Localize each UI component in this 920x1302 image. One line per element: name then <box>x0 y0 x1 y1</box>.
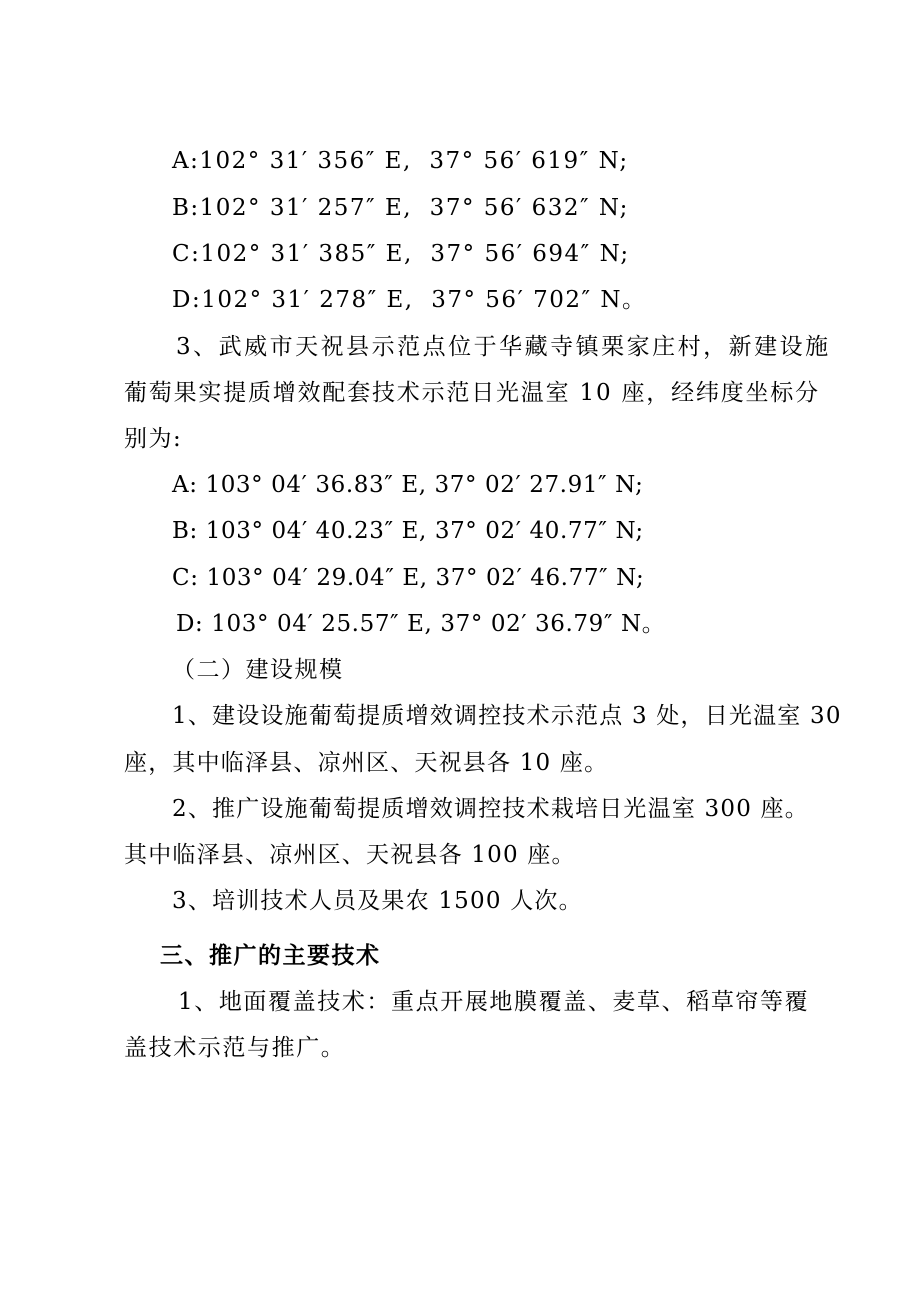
section3-heading: 三、推广的主要技术 <box>160 942 381 969</box>
coord2-line-a: A: 103° 04′ 36.83″ E, 37° 02′ 27.91″ N; <box>172 472 644 498</box>
scale-item2-line2: 其中临泽县、凉州区、天祝县各 100 座。 <box>124 842 576 868</box>
site3-paragraph-line1: 3、武威市天祝县示范点位于华藏寺镇栗家庄村，新建设施 <box>176 334 831 360</box>
scale-heading: （二）建设规模 <box>172 657 344 683</box>
scale-item1-line2: 座，其中临泽县、凉州区、天祝县各 10 座。 <box>124 750 609 776</box>
coord-line-b: B:102° 31′ 257″ E, 37° 56′ 632″ N; <box>172 195 629 221</box>
scale-item2-line1: 2、推广设施葡萄提质增效调控技术栽培日光温室 300 座。 <box>172 796 809 822</box>
scale-item3: 3、培训技术人员及果农 1500 人次。 <box>172 888 583 914</box>
scale-item1-line1: 1、建设设施葡萄提质增效调控技术示范点 3 处，日光温室 30 <box>172 703 842 729</box>
tech-item1-line1: 1、地面覆盖技术：重点开展地膜覆盖、麦草、稻草帘等覆 <box>178 989 810 1015</box>
site3-paragraph-line2: 葡萄果实提质增效配套技术示范日光温室 10 座，经纬度坐标分 <box>124 380 820 406</box>
coord2-line-d: D: 103° 04′ 25.57″ E, 37° 02′ 36.79″ N。 <box>176 611 666 637</box>
coord-line-c: C:102° 31′ 385″ E, 37° 56′ 694″ N; <box>172 241 630 267</box>
coord2-line-b: B: 103° 04′ 40.23″ E, 37° 02′ 40.77″ N; <box>172 518 644 544</box>
site3-paragraph-line3: 别为: <box>124 426 183 452</box>
coord-line-d: D:102° 31′ 278″ E, 37° 56′ 702″ N。 <box>172 287 647 313</box>
tech-item1-line2: 盖技术示范与推广。 <box>124 1035 346 1061</box>
coord-line-a: A:102° 31′ 356″ E, 37° 56′ 619″ N; <box>172 148 629 174</box>
coord2-line-c: C: 103° 04′ 29.04″ E, 37° 02′ 46.77″ N; <box>172 565 645 591</box>
